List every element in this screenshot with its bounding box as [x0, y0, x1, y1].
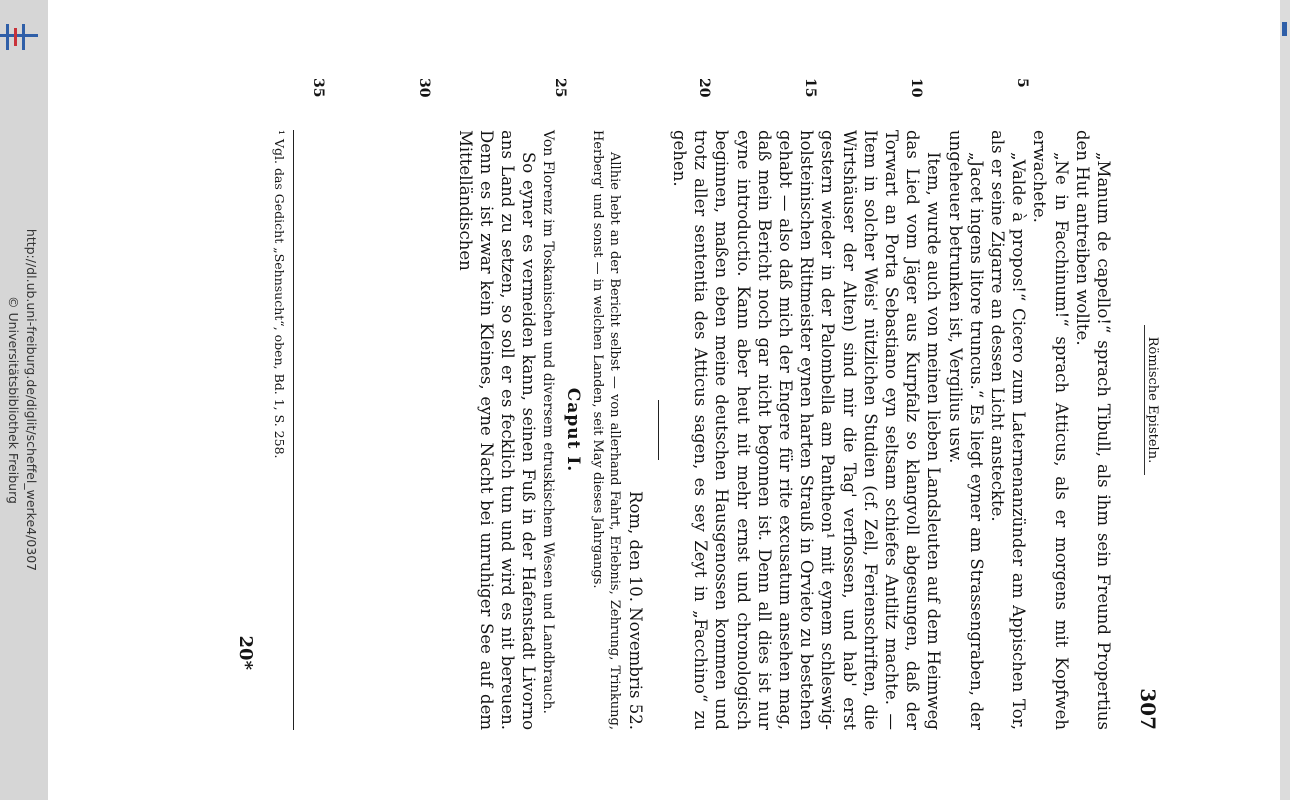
chapter-motto: Allhie hebt an der Bericht selbst — von allerhand Fahrt, Erlebnis, Zehrung, Trinkung, Herberg' und sonst — in welchen Landen, seit May dieses Jahrgangs.: [589, 130, 622, 730]
scrollbar-marker-icon[interactable]: [1282, 22, 1287, 36]
chapter-summary: Von Florenz im Toskanischen und diversem etruskischem Wesen und Landbrauch.: [540, 130, 557, 714]
source-url[interactable]: http://dl.ub.uni-freiburg.de/diglit/scheffel_werke4/0307: [24, 228, 39, 572]
library-logo-icon: [0, 24, 40, 50]
line-number: 20: [696, 78, 712, 98]
chapter-heading: Caput I.: [562, 387, 583, 473]
running-head: [1134, 60, 1160, 740]
paragraph: „Valde à propos!“ Cicero zum Laternenanzünder am Appischen Tor, als er seine Zigarre an dessen Licht ansteckte.: [987, 130, 1029, 730]
line-number: 35: [310, 78, 326, 98]
body-text: [455, 130, 1114, 730]
paragraph: „Jacet ingens litore truncus.“ Es liegt eyner am Strassengraben, der ungeheuer betrunken ist, Vergilius usw.: [945, 130, 986, 730]
line-number: 15: [802, 78, 818, 98]
paragraph: „Ne in Facchinum!“ sprach Atticus, als er morgens mit Kopfweh erwachete.: [1030, 130, 1071, 730]
line-number: 25: [552, 78, 568, 98]
line-number: 10: [908, 78, 924, 98]
paragraph: „Manum de capello!“ sprach Tibull, als ihm sein Freund Propertius den Hut antreiben wollte.: [1072, 130, 1113, 730]
line-number: 5: [1014, 78, 1030, 88]
line-number: 30: [416, 78, 432, 98]
viewer-side-panel: [0, 0, 48, 800]
footnote: ¹ Vgl. das Gedicht „Sehnsucht“, oben, Bd. 1, S. 258.: [271, 130, 294, 730]
paragraph: So eyner es vermeiden kann, seinen Fuß in der Hafenstadt Livorno ans Land zu setzen, so soll er es fecklich tun und wird es nit bereuen. Denn es ist zwar kein Kleines, eyne Nacht bei unruhiger See auf dem Mittelländischen: [455, 130, 539, 730]
page-number: 307: [1136, 688, 1160, 730]
scanned-page: [48, 0, 1280, 800]
dateline: Rom, den 10. Novembris 52.: [625, 491, 645, 730]
rotated-page-content: [154, 60, 1174, 740]
sheet-signature: 20*: [235, 635, 256, 670]
copyright-notice: © Universitätsbibliothek Freiburg: [6, 296, 21, 504]
viewer-right-edge: [1280, 0, 1290, 800]
credit-text: [4, 229, 40, 571]
paragraph: Item, wurde auch von meinen lieben Landsleuten auf dem Heimweg das Lied vom Jäger aus Kurpfalz so klangvoll abgesungen, daß der Torwart an Porta Sebastiano eyn seltsam schiefes Antlitz machte. — Item in solcher Weis' nützlichen Studien (cf. Zell, Ferienschriften, die Wirtshäuser der Alten) sind mir die Tag' verflossen, und hab' erst gestern wieder in der Palombella am Pantheon¹ mit eynem schleswig-holsteinischen Rittmeister eynen harten Strauß in Orvieto zu bestehen gehabt — also daß mich der Engere für rite excusatum ansehen mag, daß mein Bericht noch gar nicht begonnen ist. Denn all dies ist nur eyne introductio. Kann aber heut nit mehr ernst und chronologisch beginnen, maßen eben meine deutschen Hausgenossen kommen und trotz aller sententia des Atticus sagen, es sey Zeyt in „Facchino“ zu gehen.: [669, 130, 944, 730]
section-divider: [658, 400, 659, 460]
running-title: Römische Episteln.: [1144, 325, 1160, 475]
